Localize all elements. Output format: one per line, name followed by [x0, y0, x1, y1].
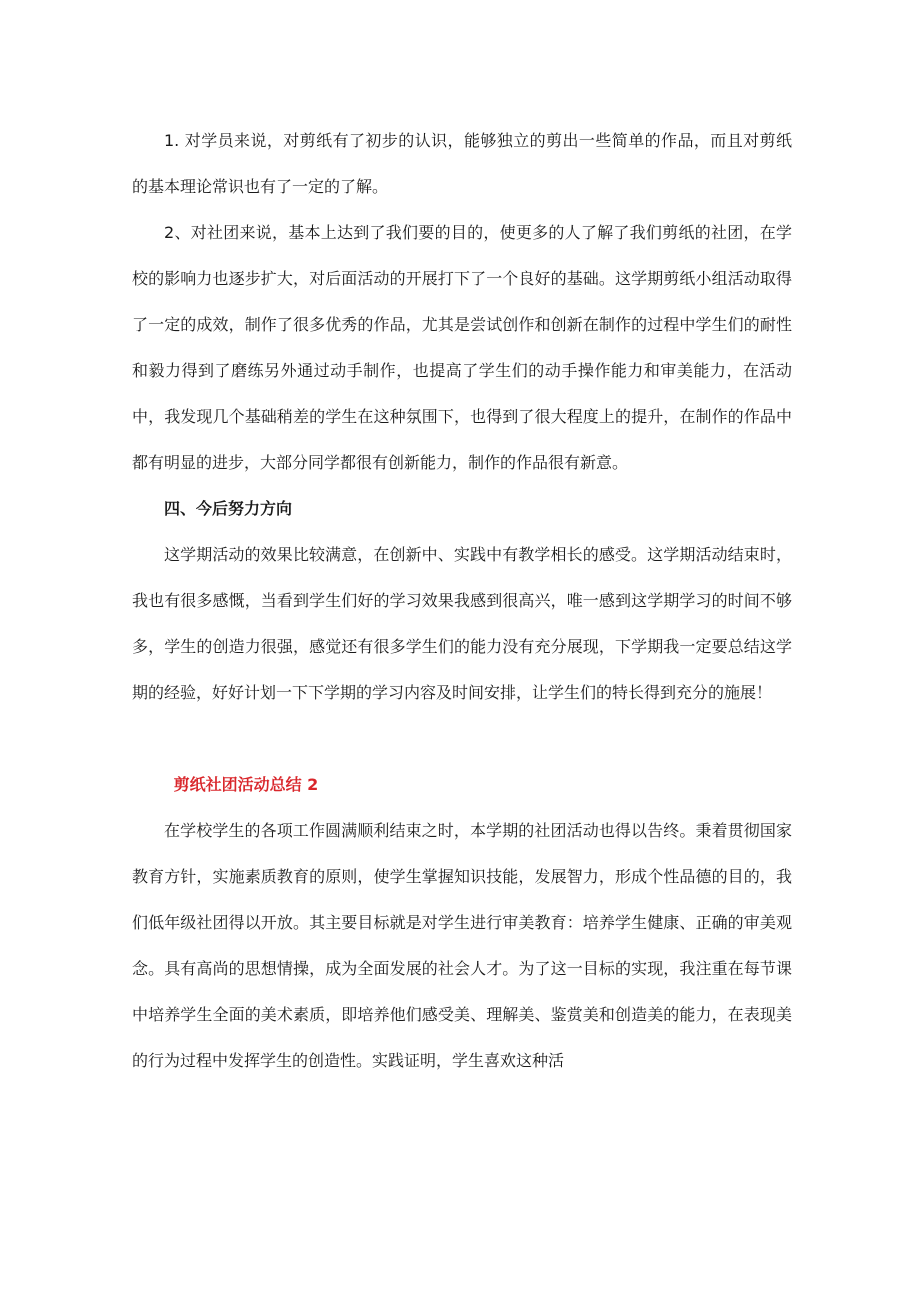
paragraph-club-benefits: 2、对社团来说，基本上达到了我们要的目的，使更多的人了解了我们剪纸的社团，在学校的影响力也逐步扩大，对后面活动的开展打下了一个良好的基础。这学期剪纸小组活动取得了一定的成效，制作了很多优秀的作品，尤其是尝试创作和创新在制作的过程中学生们的耐性和毅力得到了磨练另外通过动手制作，也提高了学生们的动手操作能力和审美能力，在活动中，我发现几个基础稍差的学生在这种氛围下，也得到了很大程度上的提升，在制作的作品中都有明显的进步，大部分同学都很有创新能力，制作的作品很有新意。 — [132, 223, 792, 472]
paragraph-summary-2-intro: 在学校学生的各项工作圆满顺利结束之时，本学期的社团活动也得以告终。秉着贯彻国家教育方针，实施素质教育的原则，使学生掌握知识技能，发展智力，形成个性品德的目的，我们低年级社团得以开放。其主要目标就是对学生进行审美教育：培养学生健康、正确的审美观念。具有高尚的思想情操，成为全面发展的社会人才。为了这一目标的实现，我注重在每节课中培养学生全面的美术素质，即培养他们感受美、理解美、鉴赏美和创造美的能力，在表现美的行为过程中发挥学生的创造性。实践证明，学生喜欢这种活 — [132, 821, 792, 1070]
paragraph-student-benefits: 1. 对学员来说，对剪纸有了初步的认识，能够独立的剪出一些简单的作品，而且对剪纸的基本理论常识也有了一定的了解。 — [132, 131, 792, 196]
document-body — [132, 118, 792, 1084]
paragraph-future-direction: 这学期活动的效果比较满意，在创新中、实践中有教学相长的感受。这学期活动结束时，我也有很多感慨，当看到学生们好的学习效果我感到很高兴，唯一感到这学期学习的时间不够多，学生的创造力很强，感觉还有很多学生们的能力没有充分展现，下学期我一定要总结这学期的经验，好好计划一下下学期的学习内容及时间安排，让学生们的特长得到充分的施展！ — [132, 545, 792, 702]
section-heading-future-direction: 四、今后努力方向 — [164, 499, 293, 518]
document-title-summary-2: 剪纸社团活动总结 2 — [173, 775, 319, 794]
